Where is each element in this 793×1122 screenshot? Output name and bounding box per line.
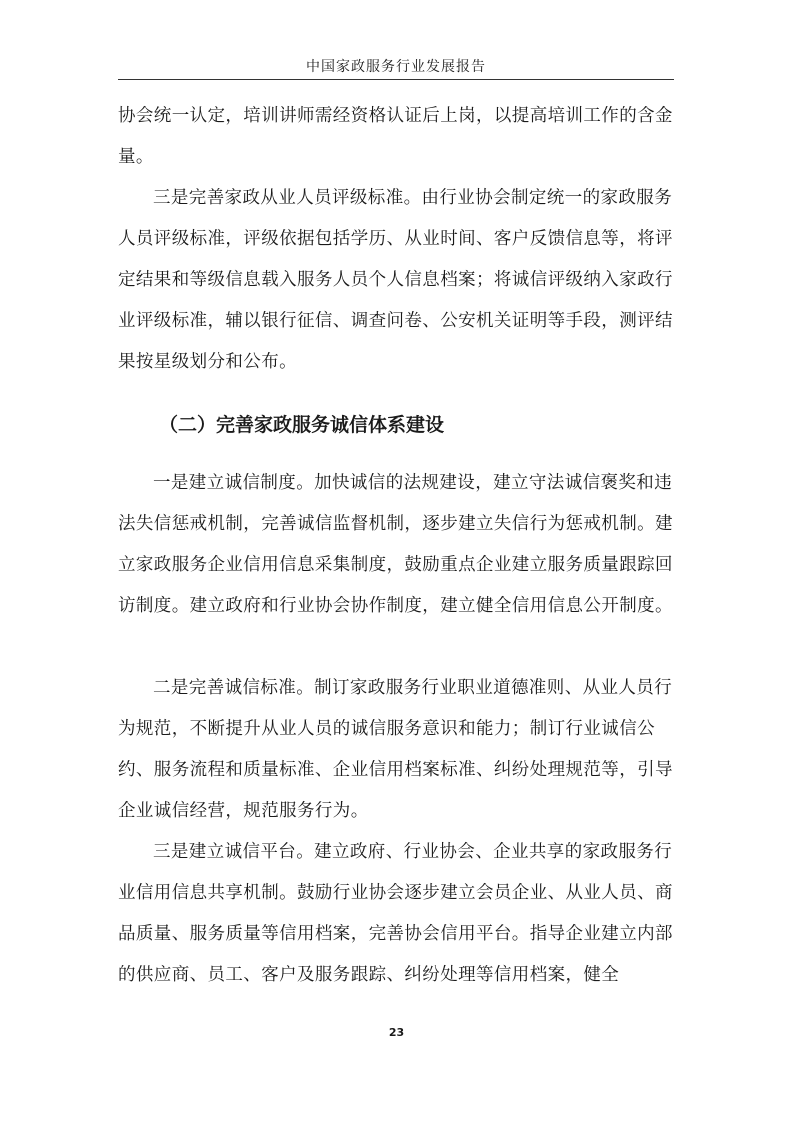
page-number: 23 xyxy=(388,1026,405,1039)
section-heading-integrity-system: （二）完善家政服务诚信体系建设 xyxy=(159,414,445,436)
header-divider xyxy=(118,79,674,80)
paragraph-integrity-system: 一是建立诚信制度。加快诚信的法规建设，建立守法诚信褒奖和违法失信惩戒机制，完善诚信监督机制，逐步建立失信行为惩戒机制。建立家政服务企业信用信息采集制度，鼓励重点企业建立服务质量跟踪回访制度。建立政府和行业协会协作制度，建立健全信用信息公开制度。 xyxy=(118,473,673,616)
running-header-title: 中国家政服务行业发展报告 xyxy=(306,59,486,75)
paragraph-rating-standards: 三是完善家政从业人员评级标准。由行业协会制定统一的家政服务人员评级标准，评级依据包括学历、从业时间、客户反馈信息等，将评定结果和等级信息载入服务人员个人信息档案；将诚信评级纳入家政行业评级标准，辅以银行征信、调查问卷、公安机关证明等手段，测评结果按星级划分和公布。 xyxy=(118,188,673,372)
paragraph-integrity-platform: 三是建立诚信平台。建立政府、行业协会、企业共享的家政服务行业信用信息共享机制。鼓励行业协会逐步建立会员企业、从业人员、商品质量、服务质量等信用档案，完善协会信用平台。指导企业建立内部的供应商、员工、客户及服务跟踪、纠纷处理等信用档案，健全 xyxy=(118,842,673,985)
paragraph-training-continued: 协会统一认定，培训讲师需经资格认证后上岗，以提高培训工作的含金量。 xyxy=(118,106,673,167)
paragraph-integrity-standards: 二是完善诚信标准。制订家政服务行业职业道德准则、从业人员行为规范，不断提升从业人员的诚信服务意识和能力；制订行业诚信公约、服务流程和质量标准、企业信用档案标准、纠纷处理规范等，引导企业诚信经营，规范服务行为。 xyxy=(118,678,673,821)
